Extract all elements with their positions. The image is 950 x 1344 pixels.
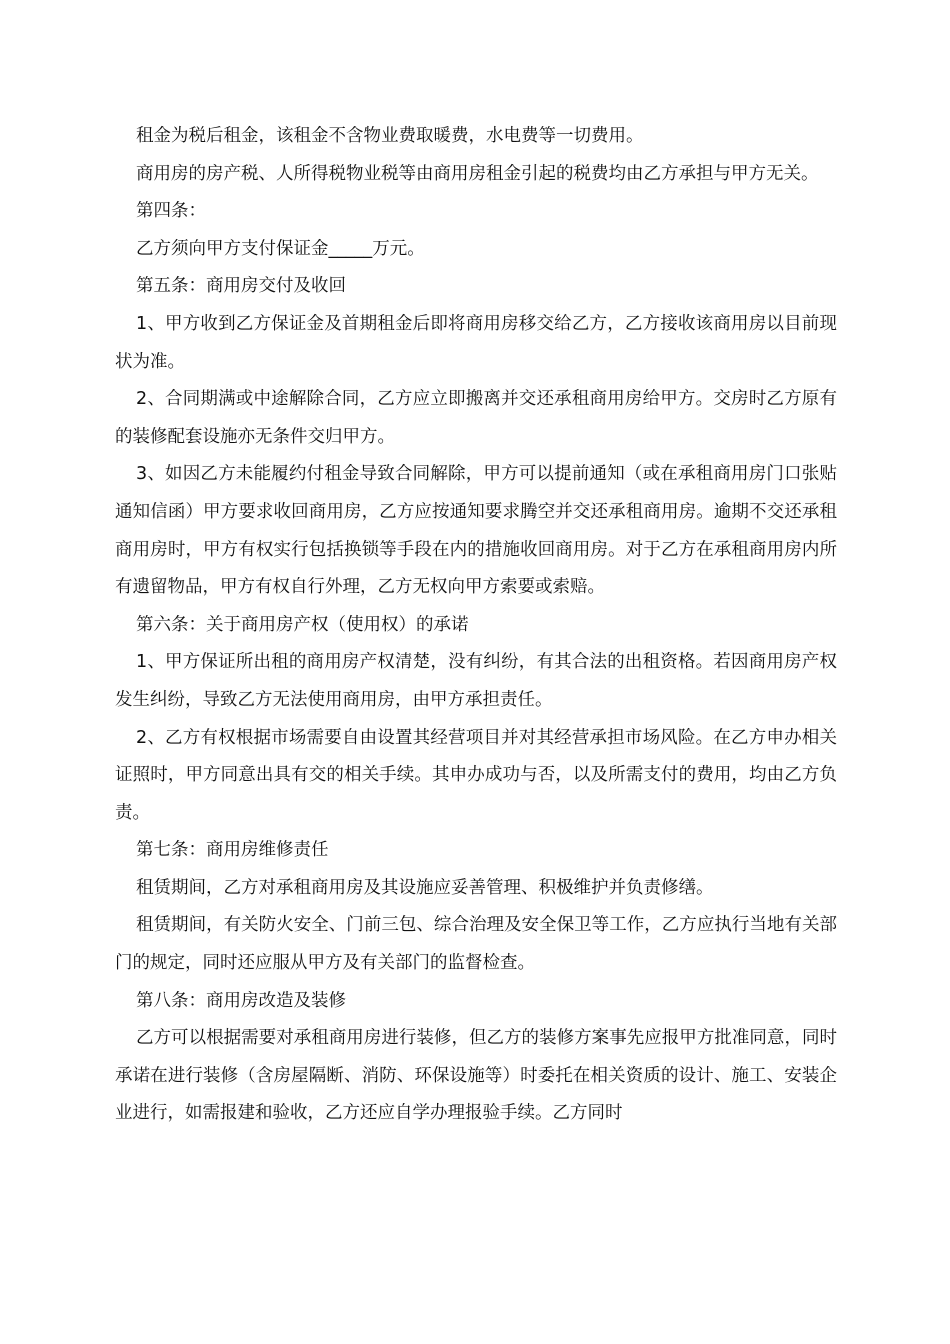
article-7-heading: 第七条：商用房维修责任: [136, 840, 329, 861]
paragraph-rent-tax-note: 租金为税后租金，该租金不含物业费取暖费，水电费等一切费用。: [136, 126, 644, 146]
paragraph-deposit: 乙方须向甲方支付保证金_____万元。: [136, 238, 425, 259]
article-8-paragraph-1: 乙方可以根据需要对承租商用房进行装修，但乙方的装修方案事先应报甲方批准同意，同时承诺在进行装修（含房屋隔断、消防、环保设施等）时委托在相关资质的设计、施工、安装企业进行，如需报建和验收，乙方还应自学办理报验手续。乙方同时: [115, 1028, 837, 1124]
article-8-heading: 第八条：商用房改造及装修: [136, 990, 346, 1011]
article-4-heading: 第四条：: [136, 201, 206, 222]
article-7-paragraph-2: 租赁期间，有关防火安全、门前三包、综合治理及安全保卫等工作，乙方应执行当地有关部门的规定，同时还应服从甲方及有关部门的监督检查。: [115, 915, 837, 974]
article-5-clause-1: 1、甲方收到乙方保证金及首期租金后即将商用房移交给乙方，乙方接收该商用房以目前现状为准。: [115, 313, 837, 372]
paragraph-tax-burden: 商用房的房产税、人所得税物业税等由商用房租金引起的税费均由乙方承担与甲方无关。: [136, 163, 819, 184]
article-5-clause-3: 3、如因乙方未能履约付租金导致合同解除，甲方可以提前通知（或在承租商用房门口张贴通知信函）甲方要求收回商用房，乙方应按通知要求腾空并交还承租商用房。逾期不交还承租商用房时，甲方有权实行包括换锁等手段在内的措施收回商用房。对于乙方在承租商用房内所有遗留物品，甲方有权自行外理，乙方无权向甲方索要或索赔。: [115, 464, 837, 598]
article-5-clause-2: 2、合同期满或中途解除合同，乙方应立即搬离并交还承租商用房给甲方。交房时乙方原有的装修配套设施亦无条件交归甲方。: [115, 389, 837, 447]
article-7-paragraph-1: 租赁期间，乙方对承租商用房及其设施应妥善管理、积极维护并负责修缮。: [136, 877, 714, 898]
article-6-heading: 第六条：关于商用房产权（使用权）的承诺: [136, 614, 469, 635]
article-6-clause-2: 2、乙方有权根据市场需要自由设置其经营项目并对其经营承担市场风险。在乙方申办相关证照时，甲方同意出具有交的相关手续。其申办成功与否，以及所需支付的费用，均由乙方负责。: [115, 727, 837, 823]
article-5-heading: 第五条：商用房交付及收回: [136, 276, 346, 297]
article-6-clause-1: 1、甲方保证所出租的商用房产权清楚，没有纠纷，有其合法的出租资格。若因商用房产权发生纠纷，导致乙方无法使用商用房，由甲方承担责任。: [115, 652, 837, 710]
document-body: [115, 118, 837, 1133]
